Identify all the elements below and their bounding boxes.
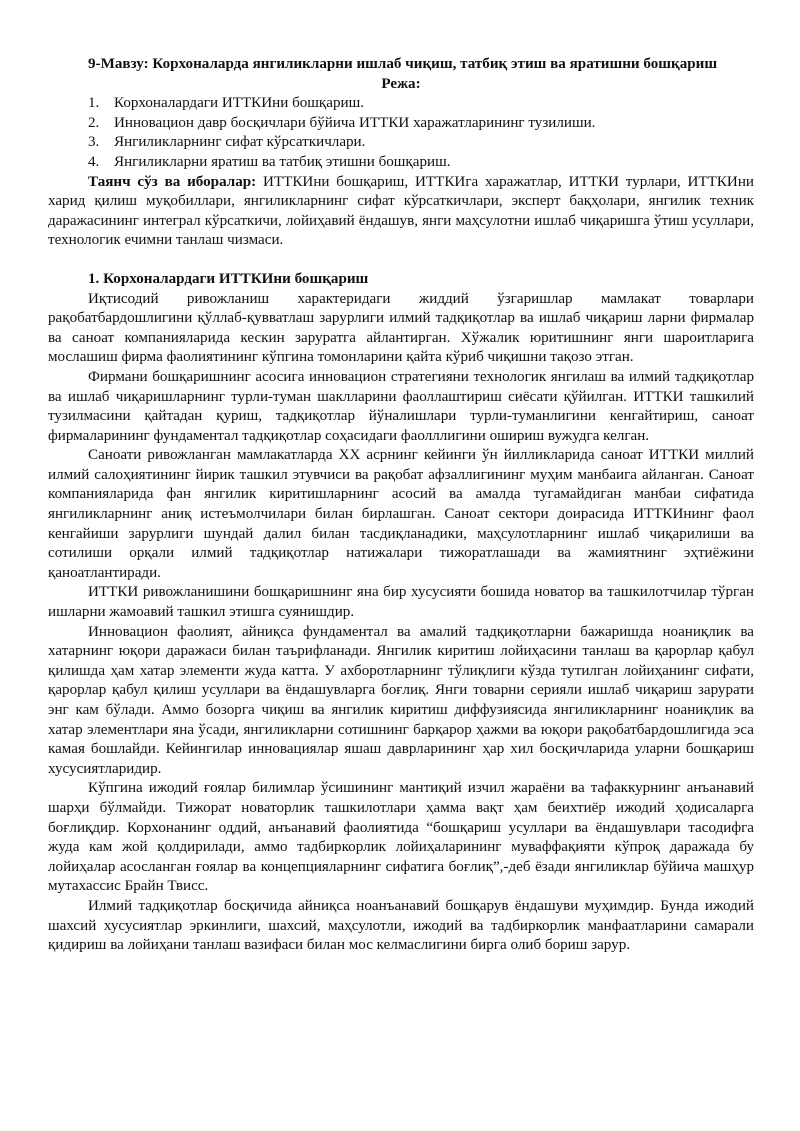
body-paragraph: Иқтисодий ривожланиш характеридаги жиддий ўзгаришлар мамлакат товарлари рақобатбардошлигини қўллаб-қувватлаш зарурлиги илмий тадқиқотлар ва ишлаб чиқариш ларни фирмалар ва саноат компанияларида кескин заруратга айлантирган. Хўжалик юритишнинг янги шароитларига мослашиш фирма фаолиятининг кўпгина томонларини қайта кўриб чиқишни тақозо этган. xyxy=(48,290,754,366)
section-heading: 1. Корхоналардаги ИТТКИни бошқариш xyxy=(88,270,369,287)
plan-item xyxy=(48,94,754,114)
document-title: 9-Мавзу: Корхоналарда янгиликларни ишлаб чиқиш, татбиқ этиш ва яратишни бошқариш xyxy=(88,56,718,72)
plan-item xyxy=(48,153,754,173)
plan-item-text: Инновацион давр босқичлари бўйича ИТТКИ харажатларининг тузилиши. xyxy=(114,114,596,131)
plan-item-number: 4. xyxy=(88,153,100,170)
plan-item-text: Корхоналардаги ИТТКИни бошқариш. xyxy=(114,95,364,112)
keywords-label: Таянч сўз ва иборалар: xyxy=(88,173,257,190)
document-page xyxy=(48,55,754,956)
plan-item-text: Янгиликларни яратиш ва татбиқ этишни бошқариш. xyxy=(114,153,451,170)
body-paragraph: Илмий тадқиқотлар босқичида айниқса ноанъанавий бошқарув ёндашуви муҳимдир. Бунда ижодий шахсий хусусиятлар эркинлиги, шахсий, маҳсулотли, ижодий ва тадбиркорлик манфаатларини самарали қидириш ва лойиҳани танлаш вазифаси билан мос келмаслигини бирга олиб бориш зарур. xyxy=(48,897,754,954)
plan-heading: Режа: xyxy=(381,75,421,92)
plan-list xyxy=(48,94,754,172)
plan-item-number: 2. xyxy=(88,114,100,131)
plan-item-number: 1. xyxy=(88,95,100,112)
keywords-text: ИТТКИни бошқариш, ИТТКИга харажатлар, ИТТКИ турлари, ИТТКИни харид қилиш муқобиллари, янгиликларнинг сифат кўрсаткичлари, эксперт бақҳолари, янгилик техник даражасининг интеграл кўрсаткичи, лойиҳавий ёндашув, янги маҳсулотни ишлаб чиқаришга ўтиш усуллари, технологик ечимни танлаш чизмаси. xyxy=(48,173,754,249)
plan-item-text: Янгиликларнинг сифат кўрсаткичлари. xyxy=(114,134,366,151)
plan-item xyxy=(48,114,754,134)
body-paragraph: Фирмани бошқаришнинг асосига инновацион стратегияни технологик янгилаш ва илмий тадқиқотлар ва ишлаб чиқаришларнинг турли-туман шаклларини фаоллаштириш сиёсати қўйилган. ИТТКИ ташкилий тузилмасини қайтадан қуриш, тадқиқотлар йўналишлари турли-туманлигини кенгайтириш, саноат фирмаларининг фундаментал тадқиқотлар соҳасидаги фаолллигини ошириш вужудга келган. xyxy=(48,368,754,444)
keywords-paragraph xyxy=(48,173,754,251)
body-paragraph: Инновацион фаолият, айниқса фундаментал ва амалий тадқиқотларни бажаришда ноаниқлик ва хатарнинг юқори даражаси билан таърифланади. Янгилик киритиш лойиҳасини танлаш ва қарорлар қабул қилишда ҳам хатар элементи жуда катта. У ахборотларнинг тўлиқлиги кўзда тутилган лойиҳанинг сифати, қарорлар қабул қилиш усуллари ва ёндашувларга боғлиқ. Янги товарни серияли ишлаб чиқариш зарурати энг кам бўлади. Аммо бозорга чиқиш ва янгилик киритиш диффузиясида янгиликларнинг ноаниқлик ва хатар элементлари яна ўсади, янгиликларни сотишнинг барқарор ҳажми ва юқори рақобатбардошлигида эса камая бошлайди. Кейингилар инновациялар яшаш даврларининг ҳар хил босқичларида уларни бошқариш хусусиятларидир. xyxy=(48,623,754,777)
body-paragraph: Кўпгина ижодий ғоялар билимлар ўсишининг мантиқий изчил жараёни ва тафаккурнинг анъанавий шарҳи бўлмайди. Тижорат новаторлик ташкилотлари ҳамма вақт ҳам беихтиёр ижодий ҳодисаларга боғлиқдир. Корхонанинг оддий, анъанавий фаолиятида “бошқариш усуллари ва ёндашувлари тасодифга жуда кам жой қолдирилади, аммо тадбиркорлик лойиҳаларининг муваффақияти кўпроқ даражада бу лойиҳалар асосланган ғоялар ва концепцияларнинг сифатига боғлиқ”,-деб ёзади янгиликлар бўйича машҳур мутахассис Брайн Твисс. xyxy=(48,780,754,895)
plan-item xyxy=(48,133,754,153)
body-paragraph: Саноати ривожланган мамлакатларда XX асрнинг кейинги ўн йилликларида саноат ИТТКИ миллий илмий салоҳиятининг йирик ташкил этувчиси ва рақобат афзаллигининг муҳим манбаига айланган. Саноат компанияларида фан янгилик киритишларнинг асосий ва амалда тугамайдиган манбаи сифатида янгиликларнинг аниқ истеъмолчилари билан бирлашган. Саноат сектори доирасида ИТТКИнинг фаол кенгайиши зарурлиги шундай далил билан тасдиқланадики, маҳсулотларнинг ишлаб чиқарилиши ва сотилиши орқали илмий тадқиқотлар натижалари тижоратлашади ва жамиятнинг эҳтиёжини қаноатлантиради. xyxy=(48,447,754,581)
plan-item-number: 3. xyxy=(88,134,100,151)
body-paragraph: ИТТКИ ривожланишини бошқаришнинг яна бир хусусияти бошида новатор ва ташкилотчилар тўрган ишларни жамоавий ташкил этишга суянишдир. xyxy=(48,584,754,621)
